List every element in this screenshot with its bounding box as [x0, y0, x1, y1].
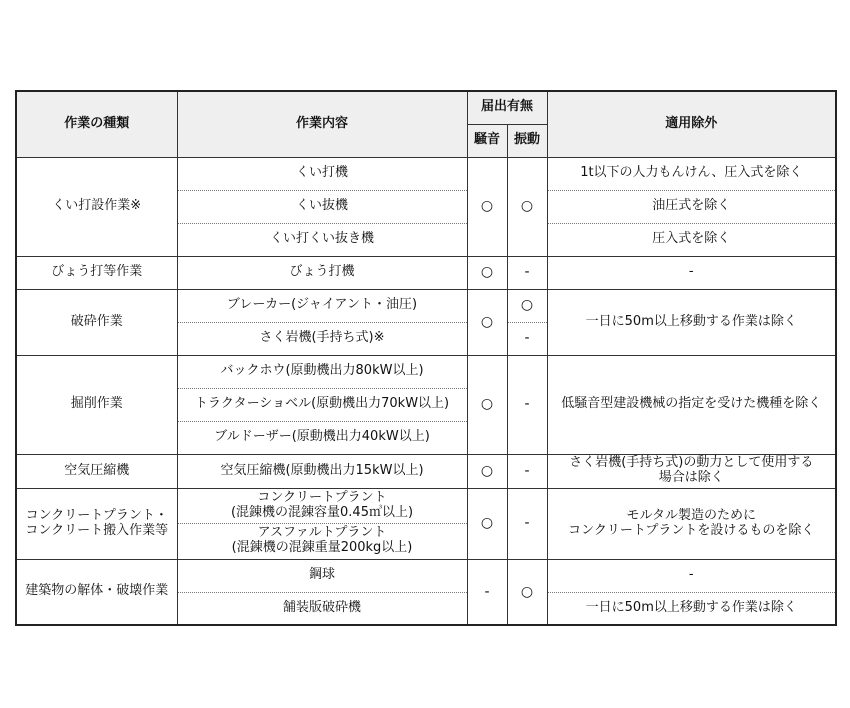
- work-content: 鋼球: [177, 559, 467, 592]
- exclusion-cell: -: [547, 559, 836, 592]
- header-notification: 届出有無: [467, 91, 547, 124]
- work-type: びょう打等作業: [16, 256, 177, 289]
- table-row: [16, 355, 836, 388]
- vibration-mark: -: [507, 322, 547, 355]
- table-row: [16, 488, 836, 523]
- work-type: くい打設作業※: [16, 157, 177, 256]
- work-content: ブレーカー(ジャイアント・油圧): [177, 289, 467, 322]
- table-row: [16, 256, 836, 289]
- work-content: 空気圧縮機(原動機出力15kW以上): [177, 454, 467, 488]
- exclusion-cell: 一日に50m以上移動する作業は除く: [547, 289, 836, 355]
- exclusion-cell: 低騒音型建設機械の指定を受けた機種を除く: [547, 355, 836, 454]
- noise-mark: ○: [467, 256, 507, 289]
- header-row: [16, 91, 836, 124]
- table-row: [16, 454, 836, 488]
- table-row: [16, 289, 836, 322]
- work-type: 破砕作業: [16, 289, 177, 355]
- vibration-mark: -: [507, 256, 547, 289]
- work-content: さく岩機(手持ち式)※: [177, 322, 467, 355]
- noise-mark: ○: [467, 454, 507, 488]
- work-content-line: アスファルトプラント: [257, 525, 387, 541]
- work-content: バックホウ(原動機出力80kW以上): [177, 355, 467, 388]
- header-type: 作業の種類: [16, 91, 177, 157]
- vibration-mark: ○: [507, 289, 547, 322]
- work-content: びょう打機: [177, 256, 467, 289]
- noise-mark: ○: [467, 355, 507, 454]
- exclusion-line: 場合は除く: [658, 470, 724, 485]
- exclusion-line: モルタル製造のために: [626, 507, 756, 523]
- work-type: [16, 488, 177, 559]
- header-exclusion: 適用除外: [547, 91, 836, 157]
- noise-mark: -: [467, 559, 507, 625]
- work-content-line: コンクリートプラント: [257, 489, 387, 505]
- noise-mark: ○: [467, 488, 507, 559]
- work-content: ブルドーザー(原動機出力40kW以上): [177, 421, 467, 454]
- header-vibration: 振動: [507, 124, 547, 157]
- vibration-mark: ○: [507, 559, 547, 625]
- table-row: [16, 157, 836, 190]
- vibration-mark: -: [507, 355, 547, 454]
- work-type-line: コンクリートプラント・: [25, 507, 168, 523]
- vibration-mark: -: [507, 454, 547, 488]
- noise-mark: ○: [467, 289, 507, 355]
- exclusion-line: コンクリートプラントを設けるものを除く: [568, 522, 815, 538]
- exclusion-cell: 一日に50m以上移動する作業は除く: [547, 592, 836, 625]
- work-content: 舗装版破砕機: [177, 592, 467, 625]
- work-content: [177, 523, 467, 559]
- vibration-mark: -: [507, 488, 547, 559]
- header-noise: 騒音: [467, 124, 507, 157]
- vibration-mark: ○: [507, 157, 547, 256]
- noise-mark: ○: [467, 157, 507, 256]
- work-type: 掘削作業: [16, 355, 177, 454]
- header-content: 作業内容: [177, 91, 467, 157]
- exclusion-cell: [547, 454, 836, 488]
- work-content-line: (混錬機の混錬容量0.45㎥以上): [230, 504, 414, 520]
- exclusion-cell: [547, 488, 836, 559]
- table-row: [16, 559, 836, 592]
- work-type: 空気圧縮機: [16, 454, 177, 488]
- regulation-table: [15, 90, 837, 626]
- work-content: くい打くい抜き機: [177, 223, 467, 256]
- work-type: 建築物の解体・破壊作業: [16, 559, 177, 625]
- exclusion-cell: 圧入式を除く: [547, 223, 836, 256]
- work-content: くい打機: [177, 157, 467, 190]
- work-type-line: コンクリート搬入作業等: [25, 522, 169, 538]
- exclusion-cell: 油圧式を除く: [547, 190, 836, 223]
- work-content: トラクターショベル(原動機出力70kW以上): [177, 388, 467, 421]
- exclusion-line: さく岩機(手持ち式)の動力として使用する: [569, 455, 814, 471]
- work-content-line: (混錬機の混錬重量200kg以上): [231, 540, 413, 555]
- work-content: [177, 488, 467, 523]
- exclusion-cell: -: [547, 256, 836, 289]
- work-content: くい抜機: [177, 190, 467, 223]
- exclusion-cell: 1t以下の人力もんけん、圧入式を除く: [547, 157, 836, 190]
